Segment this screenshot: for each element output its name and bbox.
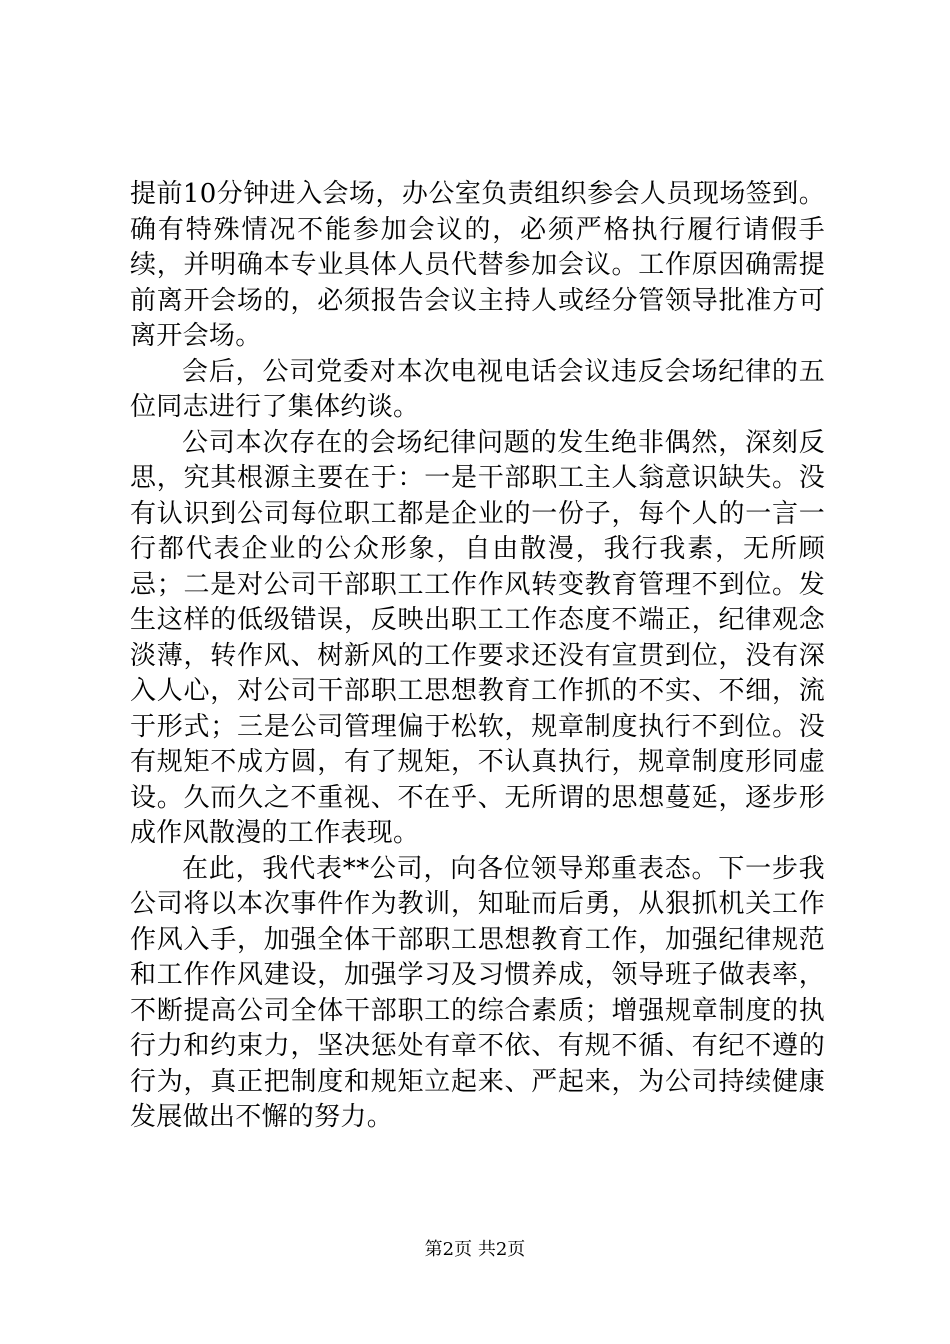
paragraph-sign-in-rules: 提前10分钟进入会场，办公室负责组织参会人员现场签到。确有特殊情况不能参加会议的，必须严格执行履行请假手续，并明确本专业具体人员代替参加会议。工作原因确需提前离开会场的，必须报告会议主持人或经分管领导批准方可离开会场。 [130,179,825,351]
page-footer: 第2页 共2页 [424,1239,526,1260]
document-body [130,177,825,1136]
paragraph-post-meeting-talk: 会后，公司党委对本次电视电话会议违反会场纪律的五位同志进行了集体约谈。 [130,356,825,422]
paragraph-commitment-statement: 在此，我代表**公司，向各位领导郑重表态。下一步我公司将以本次事件作为教训，知耻而后勇，从狠抓机关工作作风入手，加强全体干部职工思想教育工作，加强纪律规范和工作作风建设，加强学习及习惯养成，领导班子做表率，不断提高公司全体干部职工的综合素质；增强规章制度的执行力和约束力，坚决惩处有章不依、有规不循、有纪不遵的行为，真正把制度和规矩立起来、严起来，为公司持续健康发展做出不懈的努力。 [130,853,825,1132]
paragraph-root-cause-analysis: 公司本次存在的会场纪律问题的发生绝非偶然，深刻反思，究其根源主要在于：一是干部职工主人翁意识缺失。没有认识到公司每位职工都是企业的一份子，每个人的一言一行都代表企业的公众形象，自由散漫，我行我素，无所顾忌；二是对公司干部职工工作作风转变教育管理不到位。发生这样的低级错误，反映出职工工作态度不端正，纪律观念淡薄，转作风、树新风的工作要求还没有宣贯到位，没有深入人心，对公司干部职工思想教育工作抓的不实、不细，流于形式；三是公司管理偏于松软，规章制度执行不到位。没有规矩不成方圆，有了规矩，不认真执行，规章制度形同虚设。久而久之不重视、不在乎、无所谓的思想蔓延，逐步形成作风散漫的工作表现。 [130,427,825,848]
